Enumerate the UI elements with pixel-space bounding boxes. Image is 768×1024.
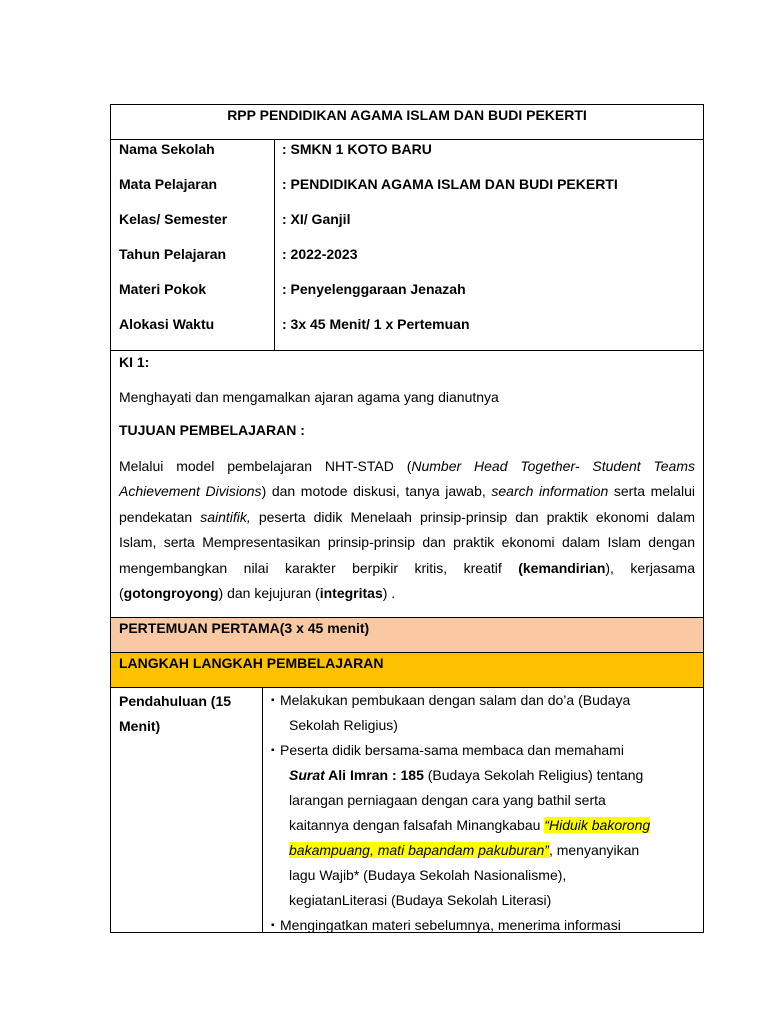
bullet-icon: ▪	[271, 695, 275, 706]
value-materi-pokok: : Penyelenggaraan Jenazah	[282, 281, 466, 297]
activity-continuation	[271, 813, 697, 838]
ki-heading: KI 1:	[119, 354, 150, 370]
highlighted-quote: bakampuang, mati bapandam pakuburan”	[289, 842, 549, 858]
activity-item	[271, 738, 697, 763]
label-mata-pelajaran: Mata Pelajaran	[119, 176, 218, 192]
surat-reference: Ali Imran : 185	[324, 767, 424, 783]
activity-item	[271, 688, 697, 713]
activity-continuation	[271, 763, 697, 788]
label-kelas-semester: Kelas/ Semester	[119, 211, 228, 227]
para-search-term: search information	[491, 483, 609, 500]
tujuan-heading: TUJUAN PEMBELAJARAN :	[119, 422, 305, 438]
label-tahun-pelajaran: Tahun Pelajaran	[119, 246, 227, 262]
activity-text: kaitannya dengan falsafah Minangkabau	[289, 817, 545, 833]
tujuan-paragraph	[119, 454, 695, 606]
para-text: ) dan motode diskusi, tanya jawab,	[261, 483, 492, 500]
activity-text: , menyanyikan	[548, 842, 640, 858]
pertemuan-header: PERTEMUAN PERTAMA(3 x 45 menit)	[110, 618, 704, 653]
value-alokasi-waktu: : 3x 45 Menit/ 1 x Pertemuan	[282, 316, 470, 332]
label-materi-pokok: Materi Pokok	[119, 281, 207, 297]
para-text: serta melalui pendekatan	[119, 483, 695, 525]
pendahuluan-activities	[263, 688, 703, 932]
para-gotongroyong: gotongroyong	[123, 585, 219, 602]
activity-text: Peserta didik bersama-sama membaca dan memahami	[280, 742, 624, 758]
activity-item	[271, 913, 697, 933]
activity-continuation: larangan perniagaan dengan cara yang bathil serta	[289, 792, 606, 808]
activity-text: (Budaya Sekolah Religius) tentang	[423, 767, 644, 783]
activity-text: Mengingatkan materi sebelumnya, menerima informasi	[280, 917, 621, 933]
para-integritas: integritas	[319, 585, 383, 602]
rpp-document	[110, 104, 704, 933]
identity-values	[275, 140, 703, 350]
identity-table	[110, 140, 704, 351]
ki-text: Menghayati dan mengamalkan ajaran agama yang dianutnya	[119, 389, 499, 405]
label-nama-sekolah: Nama Sekolah	[119, 141, 215, 157]
value-tahun-pelajaran: : 2022-2023	[282, 246, 358, 262]
activity-continuation: lagu Wajib* (Budaya Sekolah Nasionalisme),	[289, 867, 567, 883]
value-mata-pelajaran: : PENDIDIKAN AGAMA ISLAM DAN BUDI PEKERTI	[282, 176, 618, 192]
ki-section	[110, 351, 704, 618]
para-text: ) dan kejujuran (	[218, 585, 320, 602]
surat-label: Surat	[289, 767, 325, 783]
para-kemandirian: (kemandirian	[518, 559, 606, 576]
activity-continuation: Sekolah Religius)	[289, 717, 398, 733]
activity-text: Melakukan pembukaan dengan salam dan do’a (Budaya	[280, 692, 631, 708]
activity-continuation: kegiatanLiterasi (Budaya Sekolah Literasi)	[289, 892, 552, 908]
pendahuluan-label-line2: Menit)	[119, 718, 161, 734]
langkah-header: LANGKAH LANGKAH PEMBELAJARAN	[110, 653, 704, 688]
document-title: RPP PENDIDIKAN AGAMA ISLAM DAN BUDI PEKERTI	[110, 104, 704, 140]
para-text: ) .	[382, 585, 396, 602]
value-nama-sekolah: : SMKN 1 KOTO BARU	[282, 141, 432, 157]
activity-continuation	[271, 838, 697, 863]
pendahuluan-row	[110, 688, 704, 933]
identity-labels	[111, 140, 275, 350]
highlighted-quote: “Hiduik bakorong	[544, 817, 651, 833]
bullet-icon: ▪	[271, 745, 275, 756]
para-model-name: Number Head Together- Student Teams Achievement Divisions	[119, 458, 695, 500]
bullet-icon: ▪	[271, 920, 275, 931]
pendahuluan-label	[111, 688, 263, 932]
para-saintifik: saintifik,	[200, 508, 251, 525]
value-kelas-semester: : XI/ Ganjil	[282, 211, 351, 227]
label-alokasi-waktu: Alokasi Waktu	[119, 316, 215, 332]
pendahuluan-label-line1: Pendahuluan (15	[119, 693, 232, 709]
para-text: Melalui model pembelajaran NHT-STAD (	[119, 458, 412, 474]
para-text: ), kerjasama (	[119, 559, 695, 602]
para-text: peserta didik Menelaah prinsip-prinsip dan praktik ekonomi dalam Islam, serta Mempresentasikan prinsip-prinsip dan praktik ekonomi dalam Islam dengan mengembangkan nilai karakter berpikir kritis, kreatif	[119, 508, 695, 576]
